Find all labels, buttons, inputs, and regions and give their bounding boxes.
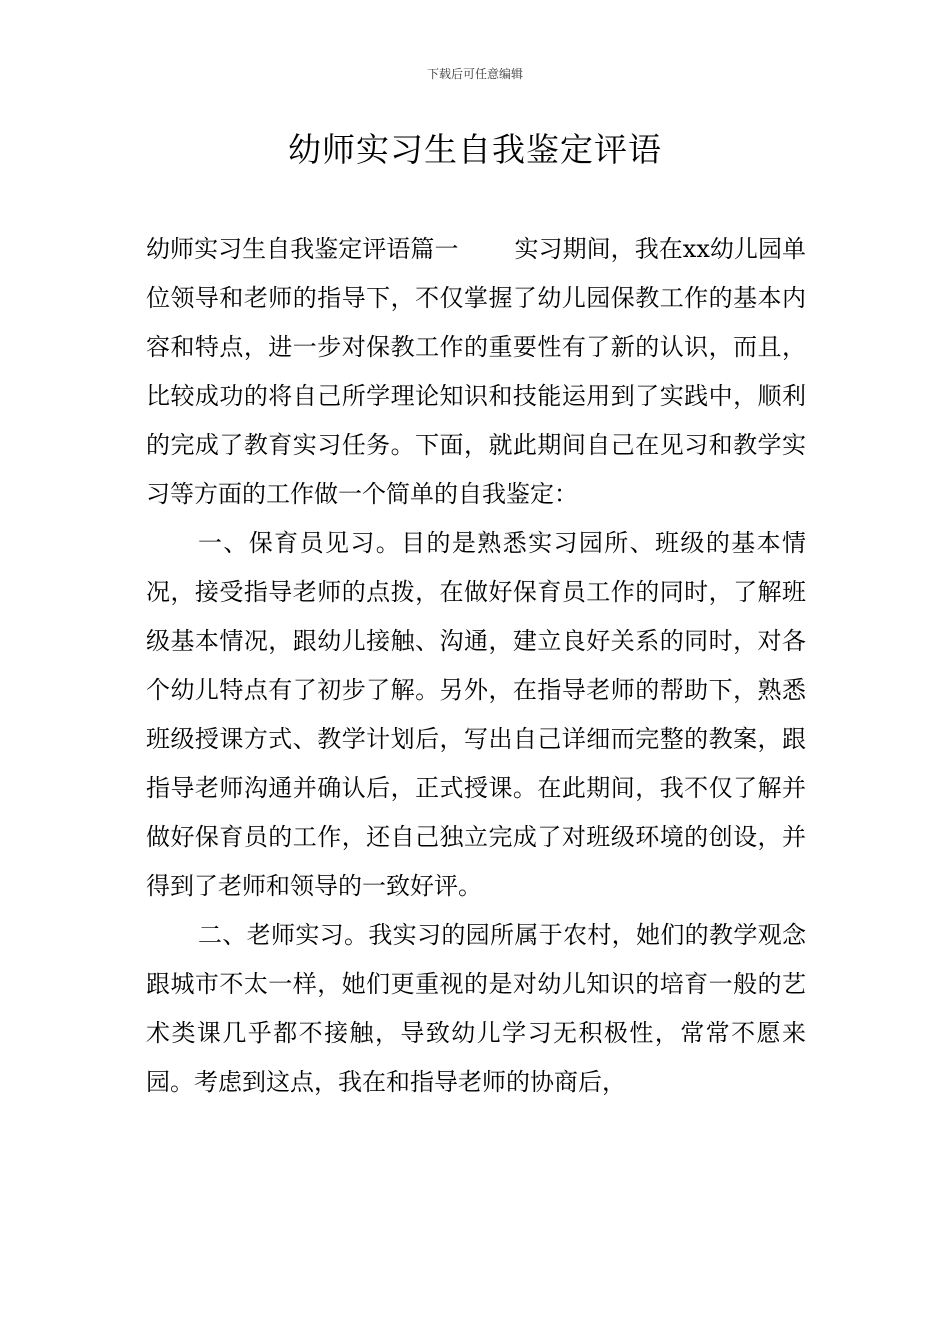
- paragraph-teacher-internship: 二、老师实习。我实习的园所属于农村，她们的教学观念跟城市不太一样，她们更重视的是对幼儿知识的培育一般的艺术类课几乎都不接触，导致幼儿学习无积极性，常常不愿来园。考虑到这点，我在和指导老师的协商后，: [146, 921, 806, 1096]
- intro-heading: 幼师实习生自我鉴定评语篇一: [146, 235, 459, 263]
- paragraph-nursery-observation: 一、保育员见习。目的是熟悉实习园所、班级的基本情况，接受指导老师的点拨，在做好保育员工作的同时，了解班级基本情况，跟幼儿接触、沟通，建立良好关系的同时，对各个幼儿特点有了初步了解。另外，在指导老师的帮助下，熟悉班级授课方式、教学计划后，写出自己详细而完整的教案，跟指导老师沟通并确认后，正式授课。在此期间，我不仅了解并做好保育员的工作，还自己独立完成了对班级环境的创设，并得到了老师和领导的一致好评。: [146, 529, 806, 900]
- header-note: 下载后可任意编辑: [426, 67, 523, 81]
- paragraph-text: 实习期间，我在xx幼儿园单位领导和老师的指导下，不仅掌握了幼儿园保教工作的基本内容和特点，进一步对保教工作的重要性有了新的认识，而且，比较成功的将自己所学理论知识和技能运用到了实践中，顺利的完成了教育实习任务。下面，就此期间自己在见习和教学实习等方面的工作做一个简单的自我鉴定：: [146, 235, 806, 508]
- document-title: 幼师实习生自我鉴定评语: [288, 130, 662, 169]
- intro-paragraph: [146, 225, 806, 519]
- document-body: [146, 225, 806, 1107]
